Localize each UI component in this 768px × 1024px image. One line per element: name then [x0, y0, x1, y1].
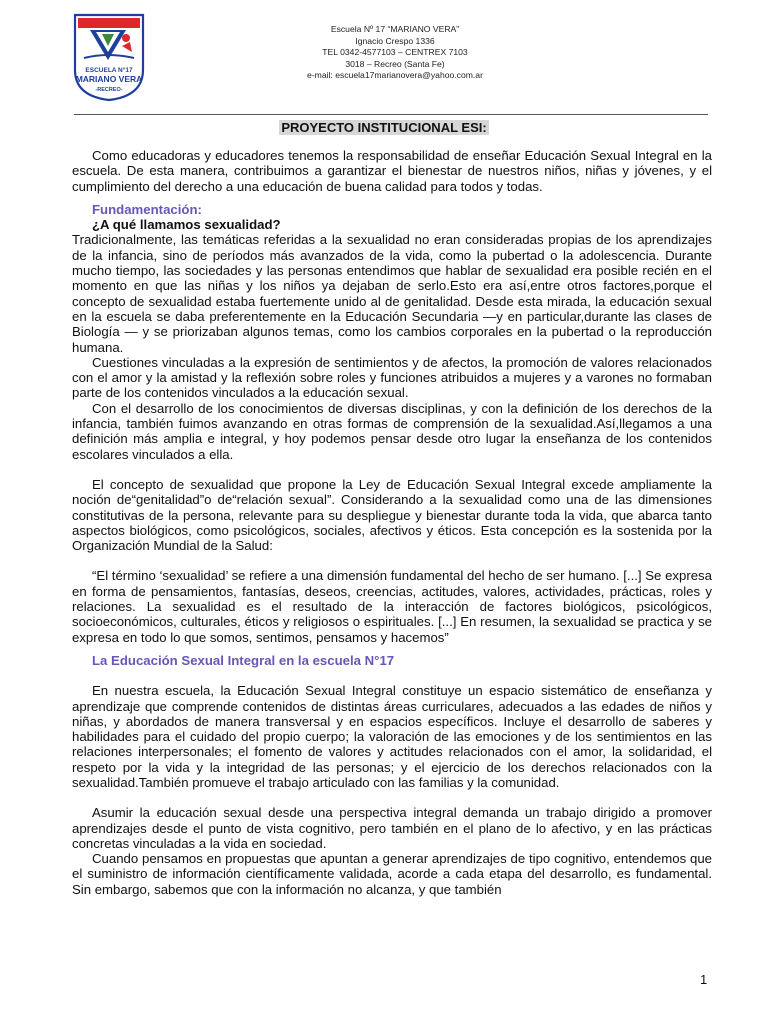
- paragraph-concepto: El concepto de sexualidad que propone la Ley de Educación Sexual Integral excede ampliamente la noción de“genitalidad”o de“relación sexual”. Considerando a la sexualidad como una de las dimensiones constitutivas de la persona, relevante para su despliegue y bienestar durante toda la vida, que abarca tanto aspectos biológicos, como psicológicos, sociales, afectivos y éticos. Esta concepción es la sostenida por la Organización Mundial de la Salud:: [72, 476, 712, 554]
- paragraph-cuando-pensamos: Cuando pensamos en propuestas que apuntan a generar aprendizajes de tipo cognitivo, entendemos que el suministro de información científicamente validada, acorde a cada etapa del desarrollo, es fundamental. Sin embargo, sabemos que con la información no alcanza, y que también: [72, 851, 712, 897]
- school-contact-block: [250, 24, 540, 82]
- school-logo: [72, 12, 146, 102]
- page-number: 1: [700, 972, 708, 987]
- school-crest-icon: [72, 12, 146, 102]
- intro-paragraph: Como educadoras y educadores tenemos la responsabilidad de enseñar Educación Sexual Integral en la escuela. De esta manera, contribuimos a garantizar el bienestar de nuestros niños, niñas y jóvenes, y el cumplimiento del derecho a una educación de buena calidad para todos y todas.: [72, 148, 712, 194]
- paragraph-tradicionalmente: Tradicionalmente, las temáticas referidas a la sexualidad no eran consideradas propias de los aprendizajes de la infancia, sino de períodos más avanzados de la vida, como la pubertad o la adolescencia. Durante mucho tiempo, las sociedades y las personas entendimos que hablar de sexualidad era posible recién en el momento en que las niñas y los niños ya dejaban de serlo.Esto era así,entre otros factores,porque el concepto de sexualidad estaba fuertemente unido al de genitalidad. Desde esta mirada, la educación sexual en la escuela se daba preferentemente en la Educación Secundaria —y en particular,durante las clases de Biología — y se priorizaban algunos temas, como los cambios corporales en la pubertad o la reproducción humana.: [72, 232, 712, 355]
- subheading-sexualidad: ¿A qué llamamos sexualidad?: [92, 217, 281, 233]
- school-email: e-mail: escuela17marianovera@yahoo.com.ar: [307, 70, 483, 81]
- school-address: Ignacio Crespo 1336: [355, 35, 435, 46]
- document-title-row: [0, 120, 768, 135]
- section-heading-escuela: La Educación Sexual Integral en la escuela N°17: [92, 652, 395, 668]
- section-heading-fundamentacion: Fundamentación:: [92, 201, 202, 217]
- document-body: [72, 148, 712, 897]
- paragraph-asumir: Asumir la educación sexual desde una perspectiva integral demanda un trabajo dirigido a promover aprendizajes desde el punto de vista cognitivo, pero también en el plano de lo afectivo, y en las prácticas concretas vinculadas a la vida en sociedad.: [72, 805, 712, 851]
- document-title: PROYECTO INSTITUCIONAL ESI:: [281, 120, 487, 135]
- quote-oms: “El término ‘sexualidad’ se refiere a una dimensión fundamental del hecho de ser humano. [...] Se expresa en forma de pensamientos, fantasías, deseos, creencias, actitudes, valores, actividades, prácticas, roles y relaciones. La sexualidad es el resultado de la interacción de factores biológicos, psicológicos, socioeconómicos, culturales, éticos y religiosos o espirituales. [...] En resumen, la sexualidad se practica y se expresa en todo lo que somos, sentimos, pensamos y hacemos”: [72, 568, 712, 645]
- paragraph-cuestiones: Cuestiones vinculadas a la expresión de sentimientos y de afectos, la promoción de valores relacionados con el amor y la amistad y la reflexión sobre roles y funciones atribuidos a mujeres y a varones no formaban parte de los contenidos vinculados a la educación sexual.: [72, 354, 712, 401]
- logo-text-bottom: -RECREO-: [95, 87, 123, 93]
- paragraph-nuestra-escuela: En nuestra escuela, la Educación Sexual Integral constituye un espacio sistemático de enseñanza y aprendizaje que comprende contenidos de distintas áreas curriculares, adecuados a las edades de niños y niñas, y abordados de manera transversal y en espacios específicos. Incluye el desarrollo de saberes y habilidades para el cuidado del propio cuerpo; la valoración de las emociones y de los sentimientos en las relaciones interpersonales; el fomento de valores y actitudes relacionados con el amor, la solidaridad, el respeto por la vida y la integridad de las personas; y el ejercicio de los derechos relacionados con la sexualidad.También promueve el trabajo articulado con las familias y la comunidad.: [72, 683, 712, 790]
- logo-text-main: MARIANO VERA: [75, 74, 143, 84]
- paragraph-desarrollo: Con el desarrollo de los conocimientos de diversas disciplinas, y con la definición de los derechos de la infancia, también fuimos avanzando en otras formas de comprensión de la sexualidad.Así,llegamos a una definición más amplia e integral, y hoy podemos pensar desde otro lugar la enseñanza de los contenidos escolares vinculados a ella.: [72, 400, 712, 462]
- header-divider: [74, 114, 708, 115]
- logo-text-top: ESCUELA N°17: [85, 67, 133, 74]
- school-name: Escuela Nº 17 “MARIANO VERA”: [330, 24, 460, 34]
- school-phone: TEL 0342-4577103 – CENTREX 7103: [322, 47, 468, 58]
- school-city: 3018 – Recreo (Santa Fe): [345, 58, 445, 69]
